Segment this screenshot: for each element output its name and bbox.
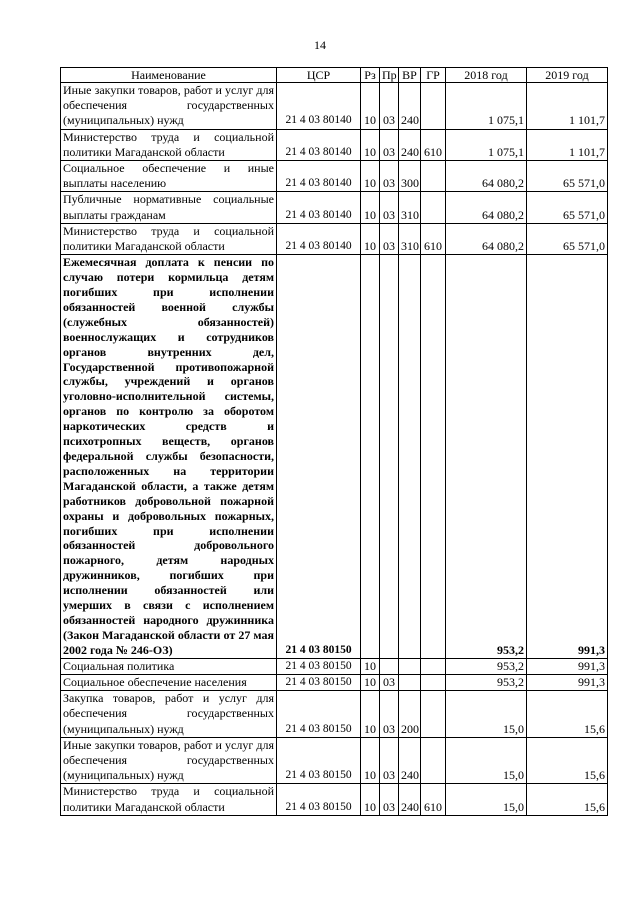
table-row — [61, 161, 608, 192]
column-header-2018: 2018 год — [446, 68, 527, 83]
cell-csr: 21 4 03 80150 — [277, 658, 361, 674]
cell-y2019: 991,3 — [527, 255, 608, 658]
cell-gr — [421, 737, 446, 784]
cell-csr: 21 4 03 80140 — [277, 223, 361, 254]
page-number: 14 — [314, 38, 326, 52]
cell-rz — [361, 255, 380, 658]
cell-gr — [421, 674, 446, 690]
cell-y2019: 991,3 — [527, 658, 608, 674]
table-row — [61, 129, 608, 160]
cell-name: Социальное обеспечение населения — [61, 674, 277, 690]
table-row — [61, 255, 608, 658]
cell-rz: 10 — [361, 658, 380, 674]
cell-y2018: 15,0 — [446, 737, 527, 784]
cell-y2018: 953,2 — [446, 674, 527, 690]
cell-gr: 610 — [421, 223, 446, 254]
table-row — [61, 192, 608, 223]
cell-pr: 03 — [380, 161, 399, 192]
cell-rz: 10 — [361, 161, 380, 192]
cell-y2019: 65 571,0 — [527, 161, 608, 192]
cell-rz: 10 — [361, 223, 380, 254]
cell-name: Министерство труда и социальной политики Магаданской области — [61, 129, 277, 160]
cell-gr — [421, 83, 446, 130]
cell-gr — [421, 161, 446, 192]
cell-name: Иные закупки товаров, работ и услуг для обеспечения государственных (муниципальных) нужд — [61, 737, 277, 784]
cell-y2019: 65 571,0 — [527, 223, 608, 254]
column-header-gr: ГР — [421, 68, 446, 83]
cell-name: Публичные нормативные социальные выплаты гражданам — [61, 192, 277, 223]
cell-vr: 240 — [399, 129, 421, 160]
cell-y2018: 1 075,1 — [446, 129, 527, 160]
cell-csr: 21 4 03 80150 — [277, 674, 361, 690]
cell-csr: 21 4 03 80150 — [277, 784, 361, 815]
cell-y2018: 1 075,1 — [446, 83, 527, 130]
cell-pr: 03 — [380, 737, 399, 784]
table-header — [61, 68, 608, 83]
table-row — [61, 691, 608, 738]
cell-csr: 21 4 03 80140 — [277, 129, 361, 160]
cell-rz: 10 — [361, 192, 380, 223]
cell-csr: 21 4 03 80150 — [277, 737, 361, 784]
cell-name: Социальное обеспечение и иные выплаты населению — [61, 161, 277, 192]
cell-vr: 240 — [399, 784, 421, 815]
cell-name: Министерство труда и социальной политики Магаданской области — [61, 223, 277, 254]
cell-pr: 03 — [380, 83, 399, 130]
table-row — [61, 737, 608, 784]
budget-table — [60, 67, 608, 816]
cell-gr — [421, 192, 446, 223]
table-row — [61, 674, 608, 690]
cell-rz: 10 — [361, 691, 380, 738]
cell-rz: 10 — [361, 83, 380, 130]
cell-vr: 300 — [399, 161, 421, 192]
cell-y2018: 953,2 — [446, 658, 527, 674]
cell-y2019: 15,6 — [527, 691, 608, 738]
cell-pr: 03 — [380, 129, 399, 160]
cell-y2018: 64 080,2 — [446, 192, 527, 223]
cell-name: Закупка товаров, работ и услуг для обеспечения государственных (муниципальных) нужд — [61, 691, 277, 738]
cell-y2019: 15,6 — [527, 784, 608, 815]
cell-gr: 610 — [421, 784, 446, 815]
table-row — [61, 223, 608, 254]
cell-rz: 10 — [361, 784, 380, 815]
cell-name: Социальная политика — [61, 658, 277, 674]
cell-vr — [399, 674, 421, 690]
cell-vr: 240 — [399, 83, 421, 130]
cell-gr: 610 — [421, 129, 446, 160]
cell-vr: 200 — [399, 691, 421, 738]
cell-vr: 310 — [399, 223, 421, 254]
cell-vr: 240 — [399, 737, 421, 784]
cell-csr: 21 4 03 80140 — [277, 161, 361, 192]
cell-y2019: 1 101,7 — [527, 83, 608, 130]
cell-pr: 03 — [380, 784, 399, 815]
cell-vr: 310 — [399, 192, 421, 223]
cell-y2019: 1 101,7 — [527, 129, 608, 160]
cell-name: Ежемесячная доплата к пенсии по случаю потери кормильца детям погибших при исполнении обязанностей военной службы (служебных обязанностей) военнослужащих и сотрудников органов внутренних дел, Государственной противопожарной службы, учреждений и органов уголовно-исполнительной системы, органов по контролю за оборотом наркотических средств и психотропных веществ, органов федеральной службы безопасности, расположенных на территории Магаданской области, а также детям работников добровольной пожарной охраны и добровольных пожарных, погибших при исполнении обязанностей добровольного пожарного, детям народных дружинников, погибших при исполнении обязанностей или умерших в связи с исполнением обязанностей народного дружинника (Закон Магаданской области от 27 мая 2002 года № 246-ОЗ) — [61, 255, 277, 658]
column-header-2019: 2019 год — [527, 68, 608, 83]
cell-y2018: 64 080,2 — [446, 161, 527, 192]
table-body — [61, 83, 608, 816]
cell-vr — [399, 658, 421, 674]
cell-gr — [421, 691, 446, 738]
cell-y2019: 991,3 — [527, 674, 608, 690]
cell-y2018: 64 080,2 — [446, 223, 527, 254]
table-row — [61, 83, 608, 130]
cell-gr — [421, 255, 446, 658]
column-header-name: Наименование — [61, 68, 277, 83]
cell-csr: 21 4 03 80150 — [277, 691, 361, 738]
cell-pr: 03 — [380, 674, 399, 690]
table-row — [61, 784, 608, 815]
cell-y2018: 15,0 — [446, 784, 527, 815]
column-header-csr: ЦСР — [277, 68, 361, 83]
cell-csr: 21 4 03 80140 — [277, 192, 361, 223]
cell-y2019: 65 571,0 — [527, 192, 608, 223]
cell-rz: 10 — [361, 674, 380, 690]
cell-y2019: 15,6 — [527, 737, 608, 784]
cell-pr: 03 — [380, 192, 399, 223]
column-header-rz: Рз — [361, 68, 380, 83]
cell-csr: 21 4 03 80150 — [277, 255, 361, 658]
cell-rz: 10 — [361, 737, 380, 784]
cell-gr — [421, 658, 446, 674]
cell-name: Иные закупки товаров, работ и услуг для обеспечения государственных (муниципальных) нужд — [61, 83, 277, 130]
column-header-vr: ВР — [399, 68, 421, 83]
cell-pr: 03 — [380, 223, 399, 254]
cell-pr: 03 — [380, 691, 399, 738]
cell-rz: 10 — [361, 129, 380, 160]
cell-y2018: 953,2 — [446, 255, 527, 658]
cell-name: Министерство труда и социальной политики Магаданской области — [61, 784, 277, 815]
cell-vr — [399, 255, 421, 658]
cell-pr — [380, 255, 399, 658]
cell-y2018: 15,0 — [446, 691, 527, 738]
column-header-pr: Пр — [380, 68, 399, 83]
cell-pr — [380, 658, 399, 674]
cell-csr: 21 4 03 80140 — [277, 83, 361, 130]
table-row — [61, 658, 608, 674]
